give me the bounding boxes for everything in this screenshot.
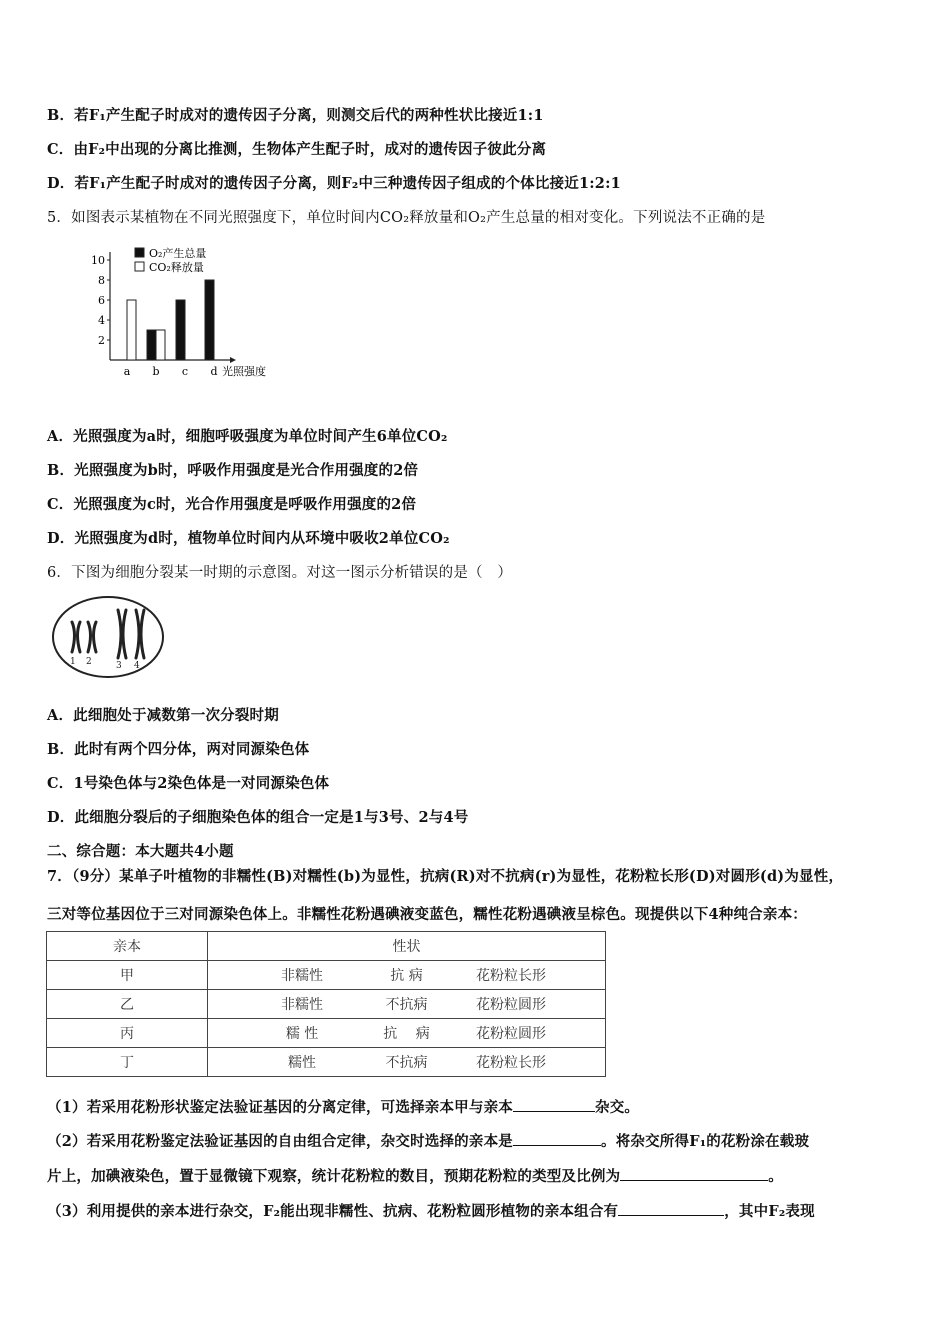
q5-option-d: D．光照强度为d时，植物单位时间内从环境中吸收2单位CO₂ xyxy=(47,530,450,547)
bar-d-0 xyxy=(205,280,214,360)
answer-blank[interactable] xyxy=(513,1097,595,1112)
q6-option-b: B．此时有两个四分体，两对同源染色体 xyxy=(47,741,310,758)
trait-2: 抗 病 xyxy=(390,968,423,984)
q7-part2-cont xyxy=(47,1165,783,1186)
q5-option-b: B．光照强度为b时，呼吸作用强度是光合作用强度的2倍 xyxy=(47,462,419,479)
table-row xyxy=(47,961,606,990)
trait-2: 不抗病 xyxy=(385,1055,428,1071)
trait-1: 非糯性 xyxy=(281,968,324,984)
trait-1: 糯性 xyxy=(288,1055,317,1071)
bar-b-0 xyxy=(147,330,156,360)
trait-3: 花粉粒长形 xyxy=(475,968,546,984)
q6-option-c: C．1号染色体与2染色体是一对同源染色体 xyxy=(47,775,330,792)
q7-part1-tail: 杂交。 xyxy=(595,1099,640,1116)
q7-stem-line1: 7．（9分）某单子叶植物的非糯性(B)对糯性(b)为显性，抗病(R)对不抗病(r)为显性，花粉粒长形(D)对圆形(d)为显性， xyxy=(47,868,844,885)
trait-3: 花粉粒长形 xyxy=(475,1055,546,1071)
answer-blank[interactable] xyxy=(620,1166,768,1181)
trait-1: 糯 性 xyxy=(285,1026,319,1042)
trait-3: 花粉粒圆形 xyxy=(475,997,546,1013)
row-traits xyxy=(208,1019,606,1048)
bar-c-0 xyxy=(176,300,185,360)
bar-a-1 xyxy=(127,300,136,360)
trait-2: 不抗病 xyxy=(385,997,428,1013)
chromosome-label: 4 xyxy=(134,661,140,671)
chromosome-label: 3 xyxy=(116,661,122,671)
q7-part1-text: （1）若采用花粉形状鉴定法验证基因的分离定律，可选择亲本甲与亲本 xyxy=(47,1099,513,1116)
y-tick-label: 10 xyxy=(91,254,105,267)
row-parent: 丙 xyxy=(47,1019,208,1048)
table-row xyxy=(47,990,606,1019)
q7-part1 xyxy=(47,1096,639,1117)
bar-b-1 xyxy=(156,330,165,360)
chromosome-label: 1 xyxy=(70,657,76,667)
q7-part2-cont-text: 片上，加碘液染色，置于显微镜下观察，统计花粉粒的数目，预期花粉粒的类型及比例为 xyxy=(47,1168,621,1185)
legend-swatch xyxy=(135,262,144,271)
parents-table xyxy=(46,931,606,1077)
x-axis-label: 光照强度 xyxy=(222,365,266,378)
y-tick-label: 8 xyxy=(98,274,105,287)
trait-3: 花粉粒圆形 xyxy=(475,1026,546,1042)
x-tick-label: d xyxy=(210,365,218,378)
q4-option-d: D．若F₁产生配子时成对的遗传因子分离，则F₂中三种遗传因子组成的个体比接近1:2:1 xyxy=(47,175,621,192)
answer-blank[interactable] xyxy=(513,1131,601,1146)
q6-stem: 6．下图为细胞分裂某一时期的示意图。对这一图示分析错误的是（ ） xyxy=(47,565,513,581)
row-traits xyxy=(208,990,606,1019)
q4-option-c: C．由F₂中出现的分离比推测，生物体产生配子时，成对的遗传因子彼此分离 xyxy=(47,141,547,158)
q5-option-c: C．光照强度为c时，光合作用强度是呼吸作用强度的2倍 xyxy=(47,496,417,513)
cell-division-diagram xyxy=(50,590,170,685)
y-tick-label: 4 xyxy=(98,314,105,327)
q6-option-a: A．此细胞处于减数第一次分裂时期 xyxy=(47,707,279,724)
trait-1: 非糯性 xyxy=(281,997,324,1013)
q4-option-b: B．若F₁产生配子时成对的遗传因子分离，则测交后代的两种性状比接近1:1 xyxy=(47,107,544,124)
y-tick-label: 6 xyxy=(98,294,105,307)
row-traits xyxy=(208,961,606,990)
table-row xyxy=(47,1019,606,1048)
q7-part2-tail: 。将杂交所得F₁的花粉涂在载玻 xyxy=(601,1133,810,1150)
chromosome-label: 2 xyxy=(86,657,92,667)
row-parent: 甲 xyxy=(47,961,208,990)
legend-swatch xyxy=(135,248,144,257)
q7-part3-tail: ，其中F₂表现 xyxy=(724,1203,815,1220)
legend-label: O₂产生总量 xyxy=(149,247,207,260)
table-row xyxy=(47,1048,606,1077)
q7-part3 xyxy=(47,1200,815,1221)
header-parent: 亲本 xyxy=(47,932,208,961)
x-tick-label: b xyxy=(152,365,160,378)
x-axis-arrow xyxy=(230,357,236,363)
table-header-row xyxy=(47,932,606,961)
legend-label: CO₂释放量 xyxy=(149,261,204,274)
row-traits xyxy=(208,1048,606,1077)
x-tick-label: c xyxy=(181,365,189,378)
x-tick-label: a xyxy=(123,365,131,378)
header-traits: 性状 xyxy=(208,932,606,961)
q7-part2-text: （2）若采用花粉鉴定法验证基因的自由组合定律，杂交时选择的亲本是 xyxy=(47,1133,513,1150)
q7-part2 xyxy=(47,1130,809,1151)
q7-part2-cont-tail: 。 xyxy=(768,1168,783,1185)
q5-stem: 5．如图表示某植物在不同光照强度下，单位时间内CO₂释放量和O₂产生总量的相对变化。下列说法不正确的是 xyxy=(47,210,766,226)
section-heading: 二、综合题：本大题共4小题 xyxy=(47,843,234,860)
answer-blank[interactable] xyxy=(618,1201,724,1216)
trait-2: 抗 病 xyxy=(383,1026,430,1042)
row-parent: 乙 xyxy=(47,990,208,1019)
y-tick-label: 2 xyxy=(98,334,105,347)
row-parent: 丁 xyxy=(47,1048,208,1077)
bar-chart xyxy=(80,240,280,385)
q7-stem-line2: 三对等位基因位于三对同源染色体上。非糯性花粉遇碘液变蓝色，糯性花粉遇碘液呈棕色。现提供以下4种纯合亲本： xyxy=(47,906,807,923)
q5-option-a: A．光照强度为a时，细胞呼吸强度为单位时间产生6单位CO₂ xyxy=(47,428,448,445)
q7-part3-text: （3）利用提供的亲本进行杂交，F₂能出现非糯性、抗病、花粉粒圆形植物的亲本组合有 xyxy=(47,1203,619,1220)
q6-option-d: D．此细胞分裂后的子细胞染色体的组合一定是1与3号、2与4号 xyxy=(47,809,469,826)
